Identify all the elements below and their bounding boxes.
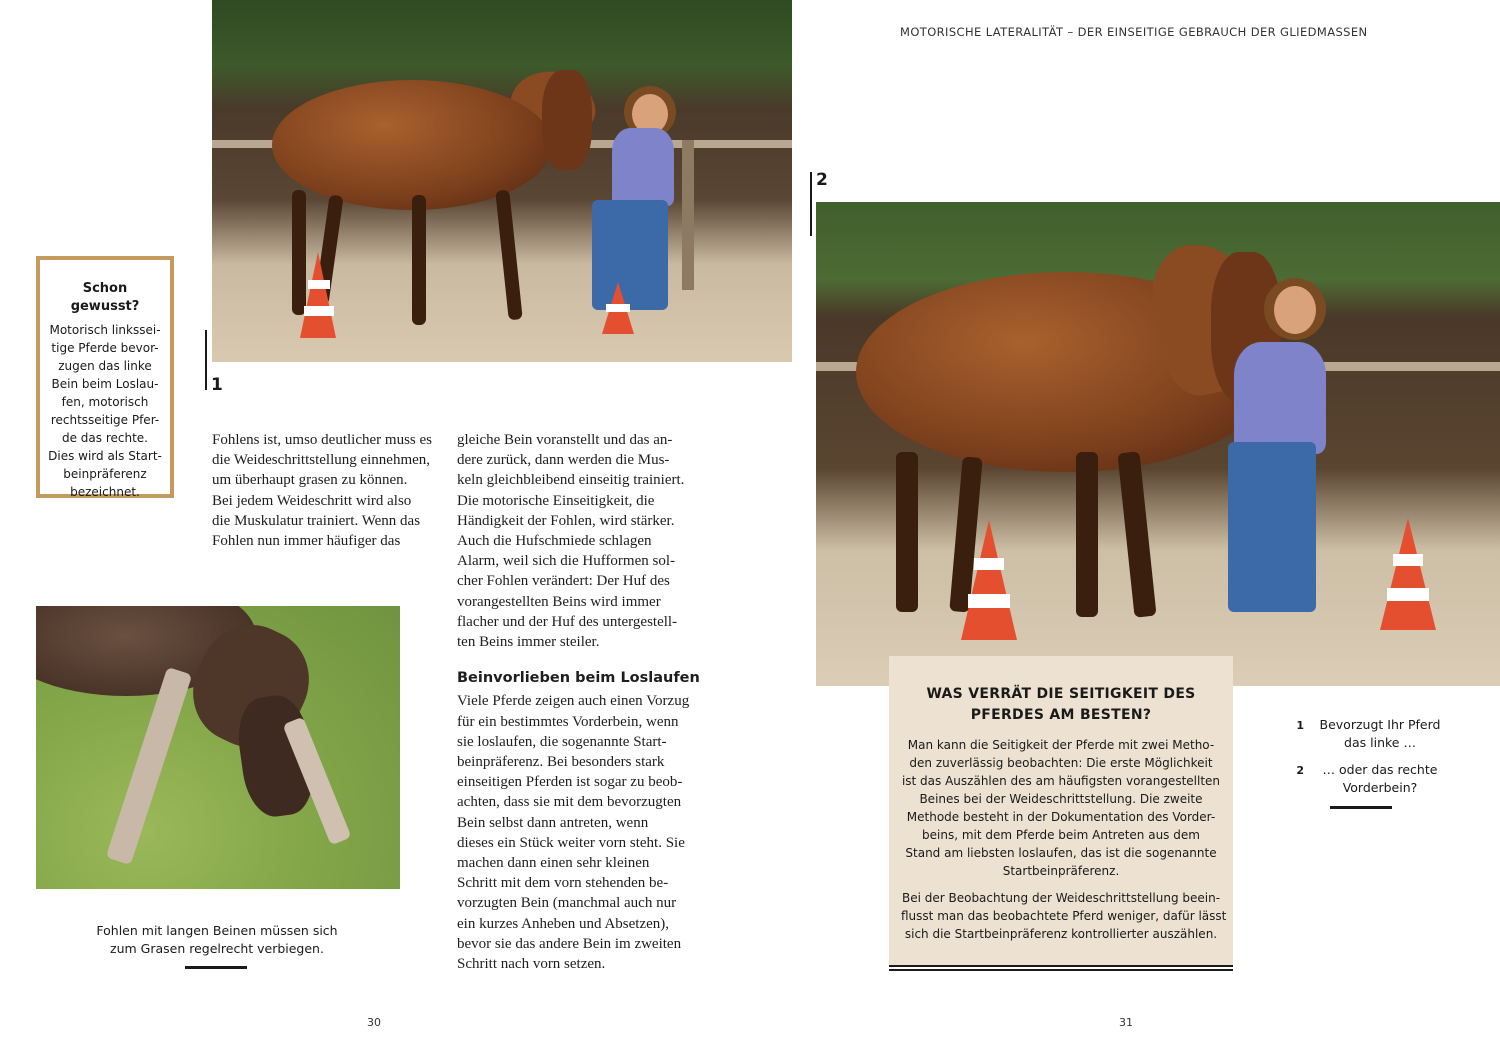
- photo-caption-number: 2: [1296, 764, 1304, 777]
- info-box-title: Schon gewusst?: [70, 281, 140, 314]
- cone-stripe: [606, 304, 630, 312]
- body-line: beinpräferenz. Bei besonders stark: [457, 754, 665, 771]
- section-subheading: Beinvorlieben beim Loslaufen: [457, 670, 700, 687]
- body-line: Händigkeit der Fohlen, wird stärker.: [457, 512, 675, 529]
- body-line: vorangestellten Beins wird immer: [457, 593, 661, 610]
- photo-captions: [1280, 716, 1450, 806]
- highlight-line: ist das Auszählen des am häufigsten vorangestellten: [901, 774, 1221, 788]
- info-box-line: Dies wird als Start-: [48, 449, 162, 463]
- body-line: achten, dass sie mit dem bevorzugten: [457, 794, 682, 811]
- horse-leg: [896, 452, 918, 612]
- body-line: einseitigen Pferden ist sogar zu beob-: [457, 774, 683, 791]
- info-box-line: Bein beim Loslau-: [51, 377, 159, 391]
- info-box-line: bezeichnet.: [70, 485, 140, 499]
- horse-leg: [1076, 452, 1098, 617]
- body-line: ten Beins immer steiler.: [457, 634, 600, 651]
- highlight-title-line: WAS VERRÄT DIE SEITIGKEIT DES: [926, 686, 1196, 702]
- info-box-line: zugen das linke: [58, 359, 152, 373]
- body-line: Bein selbst dann antreten, wenn: [457, 814, 649, 831]
- photo-caption-item: [1280, 716, 1450, 752]
- caption-rule: [1330, 806, 1392, 809]
- body-line: Schritt mit dem vorn stehenden be-: [457, 875, 669, 892]
- highlight-line: Methode besteht in der Dokumentation des Vorder-: [906, 810, 1216, 824]
- info-box-line: de das rechte.: [61, 431, 148, 445]
- body-line: keln gleichbleibend einseitig trainiert.: [457, 472, 685, 489]
- horse-leg: [495, 190, 523, 321]
- body-line: machen dann einen sehr kleinen: [457, 855, 650, 872]
- info-box-line: tige Pferde bevor-: [51, 341, 159, 355]
- highlight-box-title: [901, 684, 1221, 726]
- info-box-line: rechtsseitige Pfer-: [50, 413, 160, 427]
- traffic-cone: [961, 520, 1017, 640]
- running-header: MOTORISCHE LATERALITÄT – DER EINSEITIGE GEBRAUCH DER GLIEDMASSEN: [900, 25, 1368, 39]
- body-column-1: [212, 430, 432, 551]
- body-line: die Muskulatur trainiert. Wenn das: [212, 512, 421, 529]
- horse-leg: [1117, 451, 1156, 617]
- cone-stripe: [1387, 588, 1429, 601]
- figure-2-number: 2: [816, 170, 828, 190]
- body-line: für ein bestimmtes Vorderbein, wenn: [457, 713, 679, 730]
- cone-stripe: [308, 280, 330, 289]
- body-line: gleiche Bein voranstellt und das an-: [457, 432, 673, 448]
- foal-leg: [106, 667, 193, 865]
- info-box-text: [48, 321, 162, 501]
- page-number-right: 31: [1119, 1016, 1133, 1029]
- caption-line: Bevorzugt Ihr Pferd: [1319, 717, 1441, 732]
- body-line: Auch die Hufschmiede schlagen: [457, 533, 652, 550]
- handler-head: [1274, 286, 1316, 334]
- highlight-rule: [889, 965, 1233, 967]
- highlight-line: den zuverlässig beobachten: Die erste Möglichkeit: [909, 756, 1213, 770]
- highlight-line: Bei der Beobachtung der Weideschrittstellung beein-: [901, 891, 1221, 905]
- traffic-cone: [1380, 518, 1436, 630]
- caption-line: … oder das rechte: [1322, 762, 1438, 777]
- body-line: die Weideschrittstellung einnehmen,: [212, 452, 431, 469]
- body-line: bevor sie das andere Bein im zweiten: [457, 935, 682, 952]
- figure-1-marker-line: [205, 330, 207, 390]
- body-column-2: [457, 430, 700, 974]
- figure-1-number: 1: [211, 375, 223, 395]
- caption-rule: [185, 966, 247, 969]
- foal-caption: [80, 922, 354, 958]
- traffic-cone: [300, 252, 336, 338]
- page-number-left: 30: [367, 1016, 381, 1029]
- info-box-line: fen, motorisch: [61, 395, 149, 409]
- info-box: [36, 256, 174, 498]
- caption-line: Vorderbein?: [1342, 780, 1418, 795]
- highlight-line: Man kann die Seitigkeit der Pferde mit zwei Metho-: [907, 738, 1215, 752]
- body-line: Schritt nach vorn setzen.: [457, 956, 606, 973]
- body-line: um überhaupt grasen zu können.: [212, 472, 408, 489]
- cone-stripe: [304, 306, 334, 316]
- info-box-line: Motorisch linkssei-: [49, 323, 161, 337]
- highlight-line: sich die Startbeinpräferenz kontrollierter auszählen.: [904, 927, 1218, 941]
- horse-leg: [412, 195, 426, 325]
- handler-shirt: [612, 128, 674, 206]
- highlight-rule: [889, 969, 1233, 971]
- handler-shirt: [1234, 342, 1326, 454]
- figure-2-marker-line: [810, 172, 812, 236]
- highlight-line: Stand am liebsten loslaufen, das ist die sogenannte: [905, 846, 1217, 860]
- body-line: Viele Pferde zeigen auch einen Vorzug: [457, 693, 690, 710]
- highlight-line: Beines bei der Weideschrittstellung. Die zweite: [919, 792, 1203, 806]
- horse-head: [542, 70, 592, 170]
- body-line: Die motorische Einseitigkeit, die: [457, 492, 655, 509]
- body-line: ein kurzes Anheben und Absetzen),: [457, 915, 670, 932]
- caption-line: zum Grasen regelrecht verbiegen.: [110, 941, 324, 956]
- photo-caption-text: [1310, 716, 1450, 752]
- body-line: dieses ein Stück weiter vorn steht. Sie: [457, 834, 685, 851]
- horse-body: [272, 80, 552, 210]
- caption-line: das linke …: [1344, 735, 1416, 750]
- highlight-line: beins, mit dem Pferde beim Antreten aus dem: [922, 828, 1200, 842]
- body-line: dere zurück, dann werden die Mus-: [457, 452, 670, 469]
- body-line: sie loslaufen, die sogenannte Start-: [457, 733, 667, 750]
- highlight-line: Startbeinpräferenz.: [1002, 864, 1120, 878]
- highlight-line: flusst man das beobachtete Pferd weniger, dafür lässt: [901, 909, 1227, 923]
- photo-horse-walking: [212, 0, 792, 362]
- body-line: Fohlen nun immer häufiger das: [212, 533, 401, 550]
- highlight-title-line: PFERDES AM BESTEN?: [970, 707, 1152, 723]
- photo-caption-text: [1310, 761, 1450, 797]
- info-box-line: beinpräferenz: [63, 467, 147, 481]
- fence-post: [682, 140, 694, 290]
- highlight-paragraph: [901, 736, 1221, 880]
- cone-stripe: [968, 594, 1010, 608]
- photo-caption-number: 1: [1296, 719, 1304, 732]
- photo-horse-standing: [816, 202, 1500, 686]
- highlight-box: [889, 656, 1233, 965]
- photo-caption-item: [1280, 761, 1450, 797]
- cone-stripe: [974, 558, 1004, 570]
- body-line: flacher und der Huf des untergestell-: [457, 613, 678, 630]
- body-line: cher Fohlen verändert: Der Huf des: [457, 573, 670, 590]
- handler-jeans: [1228, 442, 1316, 612]
- body-line: Alarm, weil sich die Hufformen sol-: [457, 553, 676, 570]
- body-line: Bei jedem Weideschritt wird also: [212, 492, 412, 509]
- caption-line: Fohlen mit langen Beinen müssen sich: [96, 923, 338, 938]
- highlight-paragraph: [901, 889, 1227, 943]
- photo-grazing-foal: [36, 606, 400, 889]
- cone-stripe: [1393, 554, 1423, 566]
- body-line: Fohlens ist, umso deutlicher muss es: [212, 432, 432, 448]
- body-line: vorzugten Bein (manchmal auch nur: [457, 895, 677, 912]
